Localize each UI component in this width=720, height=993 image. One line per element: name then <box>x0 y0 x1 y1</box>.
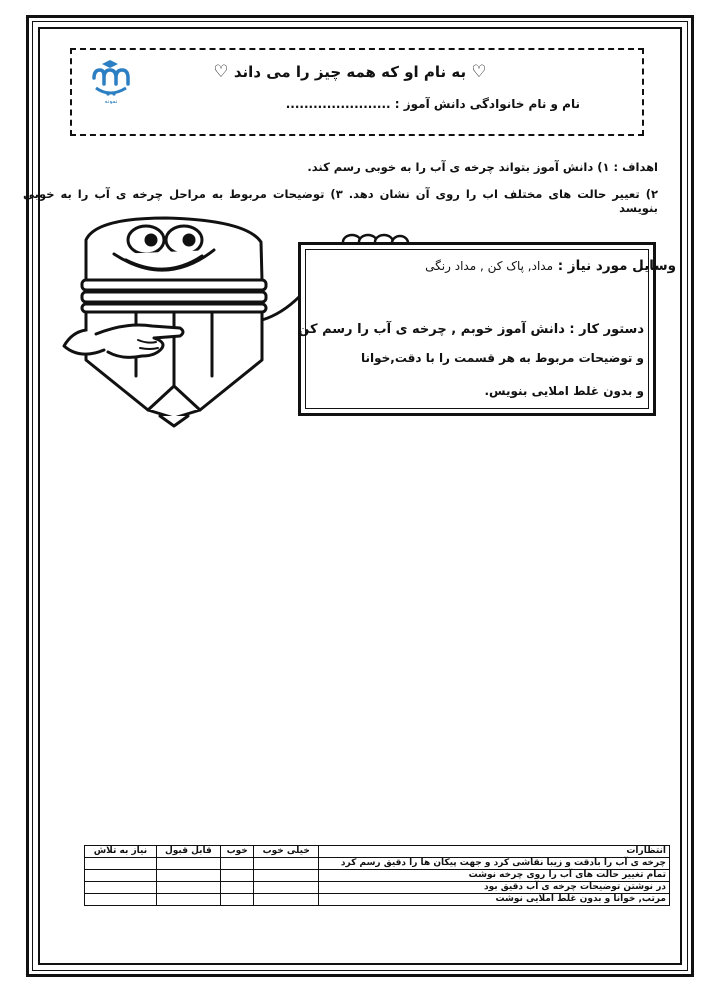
table-row <box>85 894 670 906</box>
instructions-line-2: و توضیحات مربوط به هر قسمت را با دقت,خوانا <box>361 351 644 365</box>
pencil-character-illustration <box>56 210 316 434</box>
grade-cell <box>156 882 220 894</box>
criterion-cell: چرخه ی آب را بادقت و زیبا نقاشی کرد و جهت پیکان ها را دقیق رسم کرد <box>319 858 670 870</box>
header-very-good: خیلی خوب <box>254 846 319 858</box>
table-row <box>85 870 670 882</box>
table-row <box>85 858 670 870</box>
grade-cell <box>254 894 319 906</box>
goal-line-2: ۲) تعییر حالت های مختلف اب را روی آن نشان دهد. ۳) توضیحات مربوط به مراحل چرخه ی آب را به خوبی بنویسد <box>23 187 658 215</box>
grade-cell <box>85 870 157 882</box>
grade-cell <box>156 870 220 882</box>
header-expectations: انتظارات <box>319 846 670 858</box>
grade-cell <box>156 894 220 906</box>
supplies-label: وسایل مورد نیاز : <box>557 258 676 274</box>
table-row <box>85 882 670 894</box>
evaluation-table <box>84 845 670 906</box>
grade-cell <box>254 858 319 870</box>
criterion-cell: تمام تغییر حالت های آب را روی چرخه نوشت <box>319 870 670 882</box>
student-name-label: نام و نام خانوادگی دانش آموز : ....................... <box>285 97 580 111</box>
heart-icon: ♡ <box>471 62 487 82</box>
goal-line-1: اهداف : ۱) دانش آموز بتواند چرخه ی آب را به خوبی رسم کند. <box>307 160 658 174</box>
grade-cell <box>254 870 319 882</box>
header-needs-effort: نیاز به تلاش <box>85 846 157 858</box>
heart-icon: ♡ <box>213 62 229 82</box>
grade-cell <box>220 894 254 906</box>
instructions-line-3: و بدون غلط املایی بنویس. <box>484 384 644 398</box>
criterion-cell: مرتب, خوانا و بدون غلط املایی نوشت <box>319 894 670 906</box>
basmala <box>150 62 550 82</box>
criterion-cell: در نوشتن توضیحات چرخه ی آب دقیق بود <box>319 882 670 894</box>
grade-cell <box>156 858 220 870</box>
supplies-line <box>425 258 676 274</box>
grade-cell <box>254 882 319 894</box>
grade-cell <box>220 858 254 870</box>
logo-icon <box>88 58 134 104</box>
logo-text: نمونه <box>104 98 118 104</box>
grade-cell <box>85 882 157 894</box>
grade-cell <box>85 894 157 906</box>
grade-cell <box>220 882 254 894</box>
instructions-line-1: دستور کار : دانش آموز خوبم , چرخه ی آب را رسم کن <box>298 322 644 337</box>
basmala-text: به نام او که همه چیز را می داند <box>233 63 467 81</box>
supplies-value: مداد, پاک کن , مداد رنگی <box>425 259 553 273</box>
grade-cell <box>85 858 157 870</box>
logo <box>88 58 134 104</box>
grade-cell <box>220 870 254 882</box>
evaluation-header-row <box>85 846 670 858</box>
header-acceptable: قابل قبول <box>156 846 220 858</box>
header-good: خوب <box>220 846 254 858</box>
